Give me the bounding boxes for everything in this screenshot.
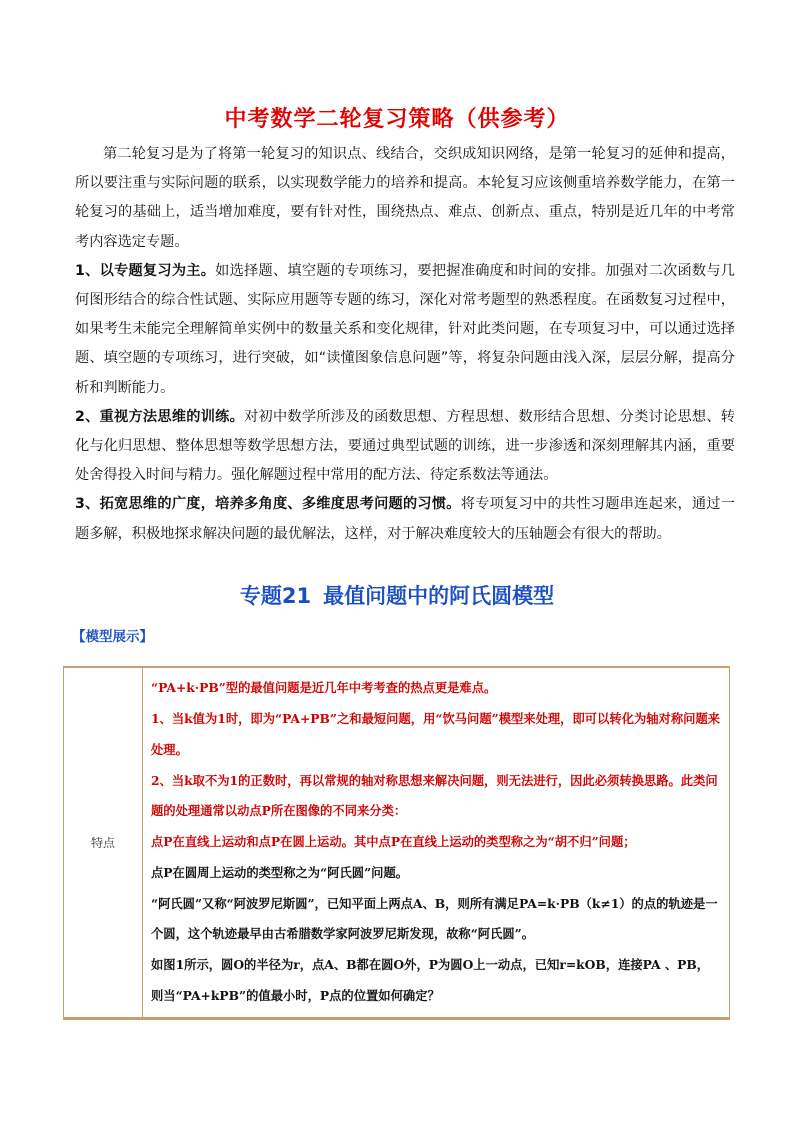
page-title: 中考数学二轮复习策略（供参考） <box>224 107 570 132</box>
point-2-heading: 2、重视方法思维的训练。 <box>75 408 245 425</box>
table-line-2: 1、当k值为1时，即为“PA+PB”之和最短问题，用“饮马问题”模型来处理，即可以转化为轴对称问题来处理。 <box>151 710 721 757</box>
strategy-body <box>75 140 735 549</box>
point-2 <box>75 403 735 491</box>
point-3 <box>75 490 735 548</box>
table-line-6: “阿氏圆”又称“阿波罗尼斯圆”，已知平面上两点A、B，则所有满足PA=k·PB（k≠1）的点的轨迹是一个圆，这个轨迹最早由古希腊数学家阿波罗尼斯发现，故称“阿氏圆”。 <box>151 895 718 942</box>
model-table <box>63 666 730 1020</box>
table-line-5: 点P在圆周上运动的类型称之为“阿氏圆”问题。 <box>151 864 409 880</box>
topic-number: 专题21 <box>239 584 312 608</box>
section-label: 【模型展示】 <box>72 629 153 645</box>
feature-label-cell: 特点 <box>64 667 143 1019</box>
point-3-heading: 3、拓宽思维的广度，培养多角度、多维度思考问题的习惯。 <box>75 496 461 513</box>
table-line-4: 点P在直线上运动和点P在圆上运动。其中点P在直线上运动的类型称之为“胡不归”问题； <box>151 834 636 850</box>
point-3-text: 将专项复习中的共性习题串连起来，通过一题多解，积极地探求解决问题的最优解法，这样，对于解决难度较大的压轴题会有很大的帮助。 <box>75 496 735 542</box>
intro-paragraph: 第二轮复习是为了将第一轮复习的知识点、线结合，交织成知识网络，是第一轮复习的延伸和提高，所以要注重与实际问题的联系，以实现数学能力的培养和提高。本轮复习应该侧重培养数学能力，在第一轮复习的基础上，适当增加难度，要有针对性，围绕热点、难点、创新点、重点，特别是近几年的中考常考内容选定专题。 <box>75 146 735 250</box>
topic-title <box>0 580 794 610</box>
point-2-text: 对初中数学所涉及的函数思想、方程思想、数形结合思想、分类讨论思想、转化与化归思想、整体思想等数学思想方法，要通过典型试题的训练，进一步渗透和深刻理解其内涵，重要处舍得投入时间与精力。强化解题过程中常用的配方法、待定系数法等通法。 <box>75 408 735 484</box>
topic-name: 最值问题中的阿氏圆模型 <box>323 584 555 608</box>
table-row <box>64 667 730 1019</box>
point-1 <box>75 257 735 403</box>
point-1-heading: 1、以专题复习为主。 <box>75 262 216 279</box>
point-1-text: 如选择题、填空题的专项练习，要把握准确度和时间的安排。加强对二次函数与几何图形结合的综合性试题、实际应用题等专题的练习，深化对常考题型的熟悉程度。在函数复习过程中，如果考生未能完全理解简单实例中的数量关系和变化规律，针对此类问题，在专项复习中，可以通过选择题、填空题的专项练习，进行突破，如“读懂图象信息问题”等，将复杂问题由浅入深，层层分解，提高分析和判断能力。 <box>75 262 735 396</box>
table-line-3: 2、当k取不为1的正数时，再以常规的轴对称思想来解决问题，则无法进行，因此必须转换思路。此类问题的处理通常以动点P所在图像的不同来分类： <box>151 772 718 819</box>
feature-content-cell <box>143 667 730 1019</box>
table-line-7: 如图1所示，圆O的半径为r，点A、B都在圆O外，P为圆O上一动点，已知r=kOB，连接PA 、PB，则当“PA+kPB”的值最小时，P点的位置如何确定？ <box>151 957 710 1004</box>
table-line-1: “PA+k·PB”型的最值问题是近几年中考考查的热点更是难点。 <box>151 680 497 696</box>
